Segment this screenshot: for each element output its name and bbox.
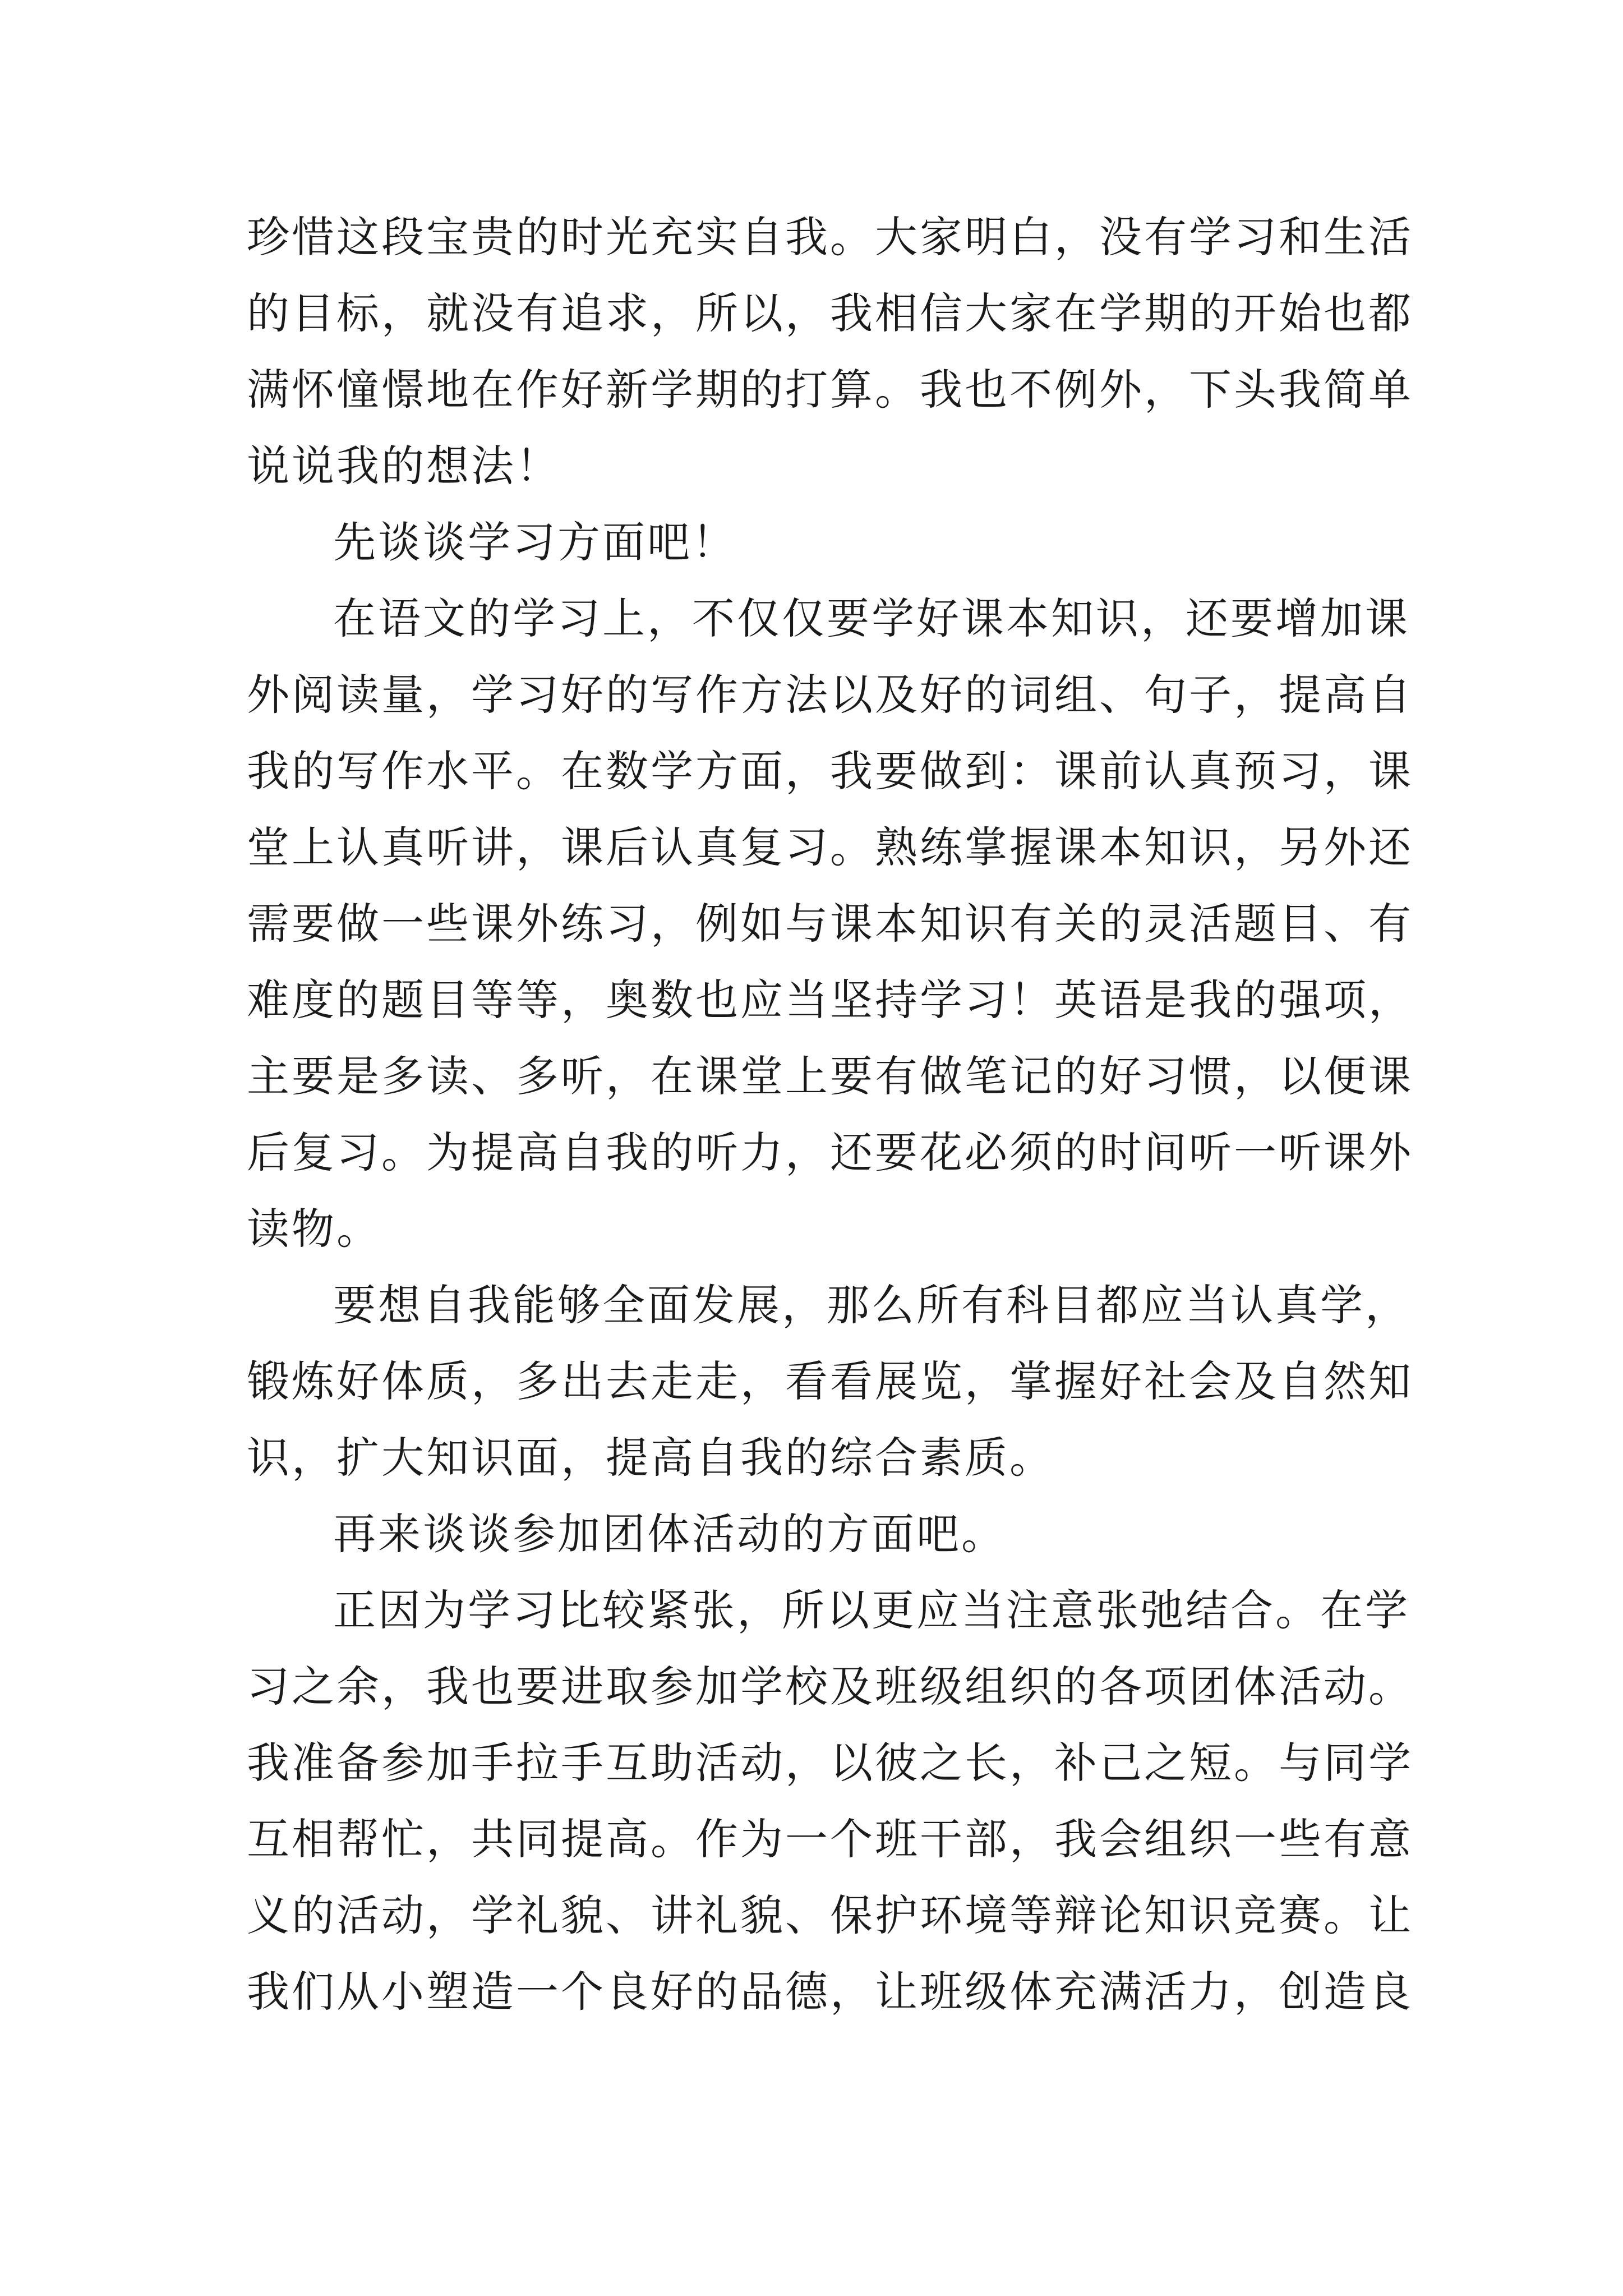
text-line: 我们从小塑造一个良好的品德，让班级体充满活力，创造良 <box>247 1967 1413 2017</box>
text-line: 需要做一些课外练习，例如与课本知识有关的灵活题目、有 <box>247 899 1413 949</box>
text-line: 识，扩大知识面，提高自我的综合素质。 <box>247 1433 1054 1483</box>
text-line: 珍惜这段宝贵的时光充实自我。大家明白，没有学习和生活 <box>247 212 1413 262</box>
text-line: 我准备参加手拉手互助活动，以彼之长，补己之短。与同学 <box>247 1738 1413 1788</box>
body-text <box>247 199 1413 2030</box>
text-line: 习之余，我也要进取参加学校及班级组织的各项团体活动。 <box>247 1662 1413 1711</box>
text-line: 外阅读量，学习好的写作方法以及好的词组、句子，提高自 <box>247 670 1413 720</box>
text-line: 的目标，就没有追求，所以，我相信大家在学期的开始也都 <box>247 288 1413 338</box>
text-line: 说说我的想法！ <box>247 441 561 491</box>
text-line: 难度的题目等等，奥数也应当坚持学习！英语是我的强项， <box>247 975 1413 1025</box>
text-line: 在语文的学习上，不仅仅要学好课本知识，还要增加课 <box>333 593 1410 643</box>
text-line: 堂上认真听讲，课后认真复习。熟练掌握课本知识，另外还 <box>247 822 1413 872</box>
text-line: 后复习。为提高自我的听力，还要花必须的时间听一听课外 <box>247 1128 1413 1177</box>
text-line: 先谈谈学习方面吧！ <box>333 517 737 567</box>
text-line: 再来谈谈参加团体活动的方面吧。 <box>333 1509 1006 1559</box>
text-line: 互相帮忙，共同提高。作为一个班干部，我会组织一些有意 <box>247 1814 1413 1864</box>
text-line: 我的写作水平。在数学方面，我要做到：课前认真预习，课 <box>247 746 1413 796</box>
text-line: 要想自我能够全面发展，那么所有科目都应当认真学， <box>333 1280 1410 1330</box>
text-line: 义的活动，学礼貌、讲礼貌、保护环境等辩论知识竞赛。让 <box>247 1890 1413 1940</box>
text-line: 正因为学习比较紧张，所以更应当注意张弛结合。在学 <box>333 1585 1410 1635</box>
text-line: 满怀憧憬地在作好新学期的打算。我也不例外，下头我简单 <box>247 365 1413 415</box>
text-line: 主要是多读、多听，在课堂上要有做笔记的好习惯，以便课 <box>247 1051 1413 1101</box>
text-line: 读物。 <box>247 1204 381 1254</box>
text-line: 锻炼好体质，多出去走走，看看展览，掌握好社会及自然知 <box>247 1356 1413 1406</box>
